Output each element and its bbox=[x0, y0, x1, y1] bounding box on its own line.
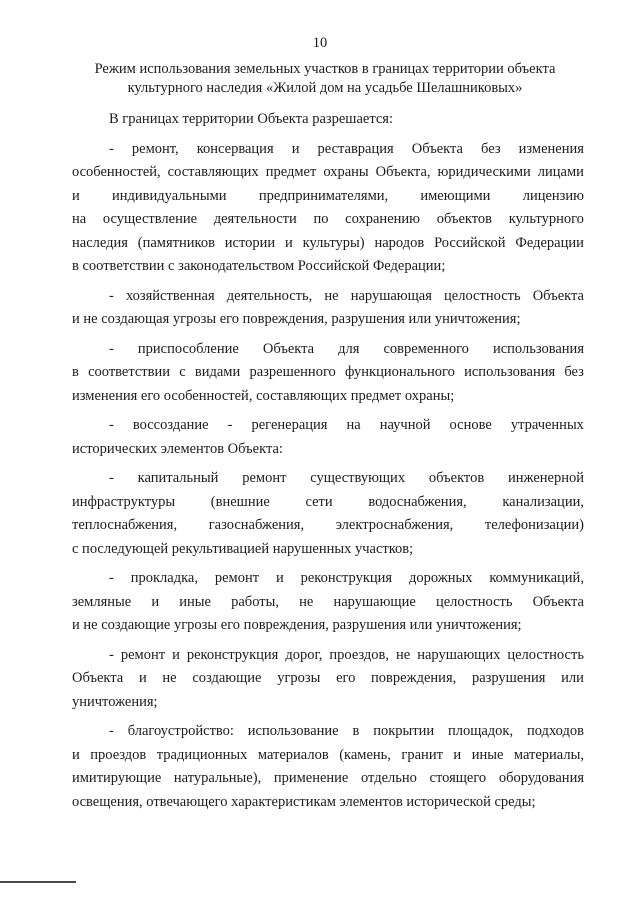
word: по bbox=[313, 211, 329, 227]
word: канализации, bbox=[502, 493, 584, 510]
word: - bbox=[227, 417, 233, 433]
word: целостность bbox=[444, 287, 521, 304]
word: создающие bbox=[192, 670, 262, 686]
word: или bbox=[561, 670, 584, 686]
word: реставрация bbox=[317, 140, 394, 157]
word: его bbox=[336, 670, 356, 686]
word: лицами bbox=[537, 164, 584, 180]
paragraph-repair bbox=[72, 138, 584, 279]
word: - bbox=[109, 417, 114, 433]
paragraph-line bbox=[72, 161, 584, 185]
word: телефонизации) bbox=[484, 517, 584, 533]
word: разрушения bbox=[471, 670, 546, 686]
paragraph-line: исторических элементов Объекта: bbox=[72, 440, 283, 457]
paragraph-line bbox=[72, 208, 584, 232]
word: благоустройство: bbox=[127, 723, 234, 739]
word: коммуникаций, bbox=[489, 570, 584, 586]
word: разрешенного bbox=[249, 364, 336, 380]
word: особенностей, bbox=[72, 164, 161, 180]
word: (камень, bbox=[339, 746, 391, 763]
word: юридическими bbox=[437, 164, 531, 180]
word: не bbox=[162, 670, 177, 686]
word: реконструкция bbox=[186, 646, 279, 663]
word: и bbox=[151, 593, 160, 610]
word: материалы, bbox=[513, 746, 584, 763]
word: работы, bbox=[231, 593, 279, 610]
word: хозяйственная bbox=[125, 287, 215, 304]
paragraph-line bbox=[72, 414, 584, 438]
word: ремонт, bbox=[131, 140, 179, 157]
word: водоснабжения, bbox=[368, 493, 467, 510]
word: реконструкция bbox=[300, 570, 393, 586]
word: без bbox=[481, 140, 501, 157]
word: - bbox=[109, 340, 114, 357]
word: основе bbox=[449, 417, 492, 433]
word: и bbox=[453, 746, 462, 763]
word: наследия bbox=[72, 234, 128, 251]
word: Объекта, bbox=[375, 164, 431, 180]
paragraph-line: и не создающая угрозы его повреждения, разрушения или уничтожения; bbox=[72, 311, 521, 327]
paragraph-economic bbox=[72, 285, 584, 332]
paragraph-line: освещения, отвечающего характеристикам элементов исторической среды; bbox=[72, 793, 536, 810]
word: составляющих bbox=[167, 164, 259, 180]
word: народов bbox=[374, 234, 425, 251]
word: предмет bbox=[265, 164, 317, 180]
paragraph-adaptation bbox=[72, 338, 584, 409]
word: индивидуальными bbox=[112, 187, 227, 204]
word: утраченных bbox=[510, 417, 584, 433]
heading-line: Режим использования земельных участков в границах территории объекта bbox=[94, 61, 556, 77]
word: деятельность, bbox=[226, 287, 313, 304]
word: гранит bbox=[401, 746, 443, 763]
paragraph-line: и не создающие угрозы его повреждения, разрушения или уничтожения; bbox=[72, 617, 522, 633]
footer-mark bbox=[0, 881, 76, 883]
word: объектов bbox=[436, 211, 492, 227]
paragraph-line bbox=[72, 338, 584, 362]
word: капитальный bbox=[137, 470, 219, 486]
word: традиционных bbox=[156, 746, 248, 763]
word: в bbox=[72, 364, 79, 380]
word: использования bbox=[492, 340, 584, 357]
word: Российской bbox=[434, 234, 506, 251]
paragraph-line bbox=[72, 514, 584, 538]
word: Объекта bbox=[532, 593, 584, 610]
word: - bbox=[109, 570, 114, 586]
word: охраны bbox=[323, 164, 369, 180]
word: покрытии bbox=[373, 723, 435, 739]
word: на bbox=[346, 417, 361, 433]
word: натуральные), bbox=[173, 770, 262, 786]
word: Объекта bbox=[532, 287, 584, 304]
paragraph-line: изменения его особенностей, составляющих предмет охраны; bbox=[72, 387, 455, 404]
paragraph-line bbox=[72, 644, 584, 668]
word: консервация bbox=[196, 140, 274, 157]
word: подходов bbox=[526, 723, 584, 739]
word: деятельности bbox=[213, 211, 297, 227]
word: нарушающие bbox=[333, 593, 416, 610]
word: прокладка, bbox=[130, 570, 198, 586]
word: проездов, bbox=[329, 646, 390, 663]
word: электроснабжения, bbox=[335, 517, 454, 533]
word: без bbox=[564, 364, 584, 380]
paragraph-line bbox=[72, 285, 584, 309]
word: использования bbox=[464, 364, 556, 380]
word: в bbox=[352, 723, 360, 739]
word: изменения bbox=[518, 140, 584, 157]
word: площадок, bbox=[447, 723, 514, 739]
word: нарушающих bbox=[417, 646, 501, 663]
word: иные bbox=[471, 746, 504, 763]
paragraph-recreation bbox=[72, 414, 584, 461]
heading-line: культурного наследия «Жилой дом на усадьбе Шелашниковых» bbox=[127, 80, 523, 96]
word: - bbox=[109, 287, 114, 304]
word: соответствии bbox=[88, 364, 171, 380]
paragraph-line: с последующей рекультивацией нарушенных участков; bbox=[72, 540, 414, 557]
word: повреждения, bbox=[371, 670, 457, 686]
word: - bbox=[109, 470, 114, 486]
word: - bbox=[109, 646, 114, 663]
word: нарушающая bbox=[350, 287, 432, 304]
word: осуществление bbox=[102, 211, 198, 227]
paragraph-line bbox=[72, 744, 584, 768]
word: дорожных bbox=[408, 570, 473, 586]
word: дорог, bbox=[285, 646, 323, 663]
intro-text: В границах территории Объекта разрешается: bbox=[109, 111, 393, 127]
word: инфраструктуры bbox=[72, 493, 176, 510]
paragraph-line bbox=[72, 720, 584, 744]
word: земляные bbox=[72, 593, 132, 610]
word: сети bbox=[305, 493, 333, 510]
paragraph-line bbox=[72, 567, 584, 591]
paragraph-line bbox=[72, 767, 584, 791]
word: приспособление bbox=[137, 340, 239, 357]
word: и bbox=[172, 646, 180, 663]
word: оборудования bbox=[498, 770, 584, 786]
word: и bbox=[291, 140, 300, 157]
word: и bbox=[285, 234, 293, 251]
word: истории bbox=[224, 234, 276, 251]
word: для bbox=[338, 340, 360, 357]
word: научной bbox=[379, 417, 431, 433]
document-body bbox=[72, 108, 584, 814]
word: инженерной bbox=[507, 470, 584, 486]
word: иные bbox=[179, 593, 211, 610]
word: культуры) bbox=[302, 234, 365, 251]
word: ремонт bbox=[242, 470, 287, 486]
word: существующих bbox=[310, 470, 406, 486]
word: предпринимателями, bbox=[258, 187, 389, 204]
word: теплоснабжения, bbox=[72, 517, 178, 533]
word: и bbox=[275, 570, 284, 586]
word: видами bbox=[194, 364, 241, 380]
word: и bbox=[72, 187, 80, 204]
word: не bbox=[299, 593, 314, 610]
word: лицензию bbox=[522, 187, 584, 204]
paragraph-roads bbox=[72, 644, 584, 715]
word: объектов bbox=[428, 470, 485, 486]
word: регенерация bbox=[251, 417, 328, 433]
paragraph-infrastructure bbox=[72, 467, 584, 561]
paragraph-line bbox=[72, 361, 584, 385]
word: (внешние bbox=[210, 493, 270, 510]
paragraph-line bbox=[72, 138, 584, 162]
paragraph-line: уничтожения; bbox=[72, 693, 158, 710]
word: целостность bbox=[435, 593, 513, 610]
word: ремонт bbox=[214, 570, 260, 586]
paragraph-line bbox=[72, 467, 584, 491]
word: и bbox=[72, 746, 80, 763]
word: газоснабжения, bbox=[208, 517, 305, 533]
paragraph-road-communications bbox=[72, 567, 584, 638]
paragraph-landscaping bbox=[72, 720, 584, 814]
word: современного bbox=[383, 340, 469, 357]
word: угрозы bbox=[277, 670, 321, 686]
paragraph-line: в соответствии с законодательством Российской Федерации; bbox=[72, 258, 446, 274]
word: ремонт bbox=[120, 646, 166, 663]
paragraph-line bbox=[72, 591, 584, 615]
word: Объекта bbox=[72, 670, 124, 686]
word: (памятников bbox=[137, 234, 215, 251]
word: использование bbox=[247, 723, 339, 739]
word: проездов bbox=[90, 746, 147, 763]
word: с bbox=[179, 364, 186, 380]
intro-paragraph bbox=[72, 108, 584, 132]
word: сохранению bbox=[345, 211, 420, 227]
paragraph-line bbox=[72, 232, 584, 256]
paragraph-line bbox=[72, 185, 584, 209]
page-number: 10 bbox=[312, 35, 328, 51]
word: на bbox=[72, 211, 87, 227]
word: - bbox=[109, 723, 114, 739]
word: функционального bbox=[345, 364, 455, 380]
word: Федерации bbox=[515, 234, 584, 251]
word: Объекта bbox=[262, 340, 315, 357]
word: не bbox=[324, 287, 339, 304]
paragraph-line bbox=[72, 491, 584, 515]
word: материалов bbox=[257, 746, 329, 763]
word: - bbox=[109, 140, 114, 157]
word: целостность bbox=[507, 646, 584, 663]
word: имеющими bbox=[420, 187, 491, 204]
word: имитирующие bbox=[72, 770, 162, 786]
word: стоящего bbox=[429, 770, 487, 786]
word: отдельно bbox=[361, 770, 417, 786]
word: культурного bbox=[508, 211, 584, 227]
word: воссоздание bbox=[132, 417, 209, 433]
word: не bbox=[396, 646, 411, 663]
paragraph-line bbox=[72, 667, 584, 691]
word: и bbox=[138, 670, 147, 686]
word: применение bbox=[273, 770, 349, 786]
section-heading bbox=[72, 60, 578, 98]
word: Объекта bbox=[411, 140, 463, 157]
